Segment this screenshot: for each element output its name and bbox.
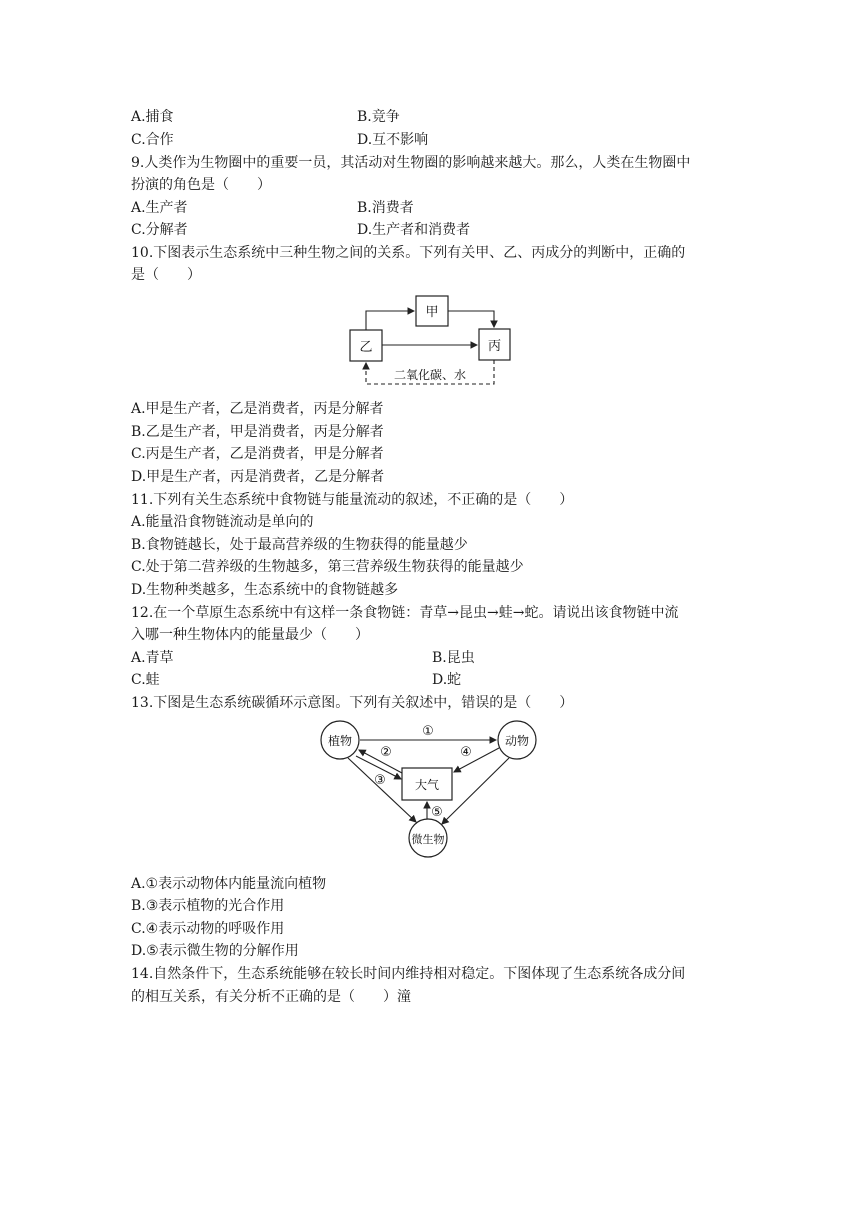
q10-option-c: C.丙是生产者，乙是消费者，甲是分解者: [131, 446, 384, 462]
q14-stem-line2: 的相互关系，有关分析不正确的是（ ）潼: [131, 989, 411, 1005]
q10-stem-line2: 是（ ）: [131, 267, 201, 283]
q9-option-b: B.消费者: [357, 200, 414, 216]
q12-stem-line2: 入哪一种生物体内的能量最少（ ）: [131, 627, 369, 643]
label-animal: 动物: [504, 734, 530, 748]
q9-option-d: D.生产者和消费者: [357, 222, 471, 238]
label-n2: ②: [380, 745, 392, 760]
q10-stem-line1: 10.下图表示生态系统中三种生物之间的关系。下列有关甲、乙、丙成分的判断中，正确的: [131, 245, 686, 261]
q8-option-c: C.合作: [131, 132, 174, 148]
q13-stem: 13.下图是生态系统碳循环示意图。下列有关叙述中，错误的是（ ）: [131, 695, 574, 711]
q13-option-a: A.①表示动物体内能量流向植物: [131, 876, 327, 892]
q10-option-b: B.乙是生产者，甲是消费者，丙是分解者: [131, 424, 384, 440]
q9-stem-line1: 9.人类作为生物圈中的重要一员，其活动对生物圈的影响越来越大。那么，人类在生物圈中: [131, 155, 691, 171]
q12-option-c: C.蛙: [131, 672, 160, 688]
label-n4: ④: [460, 745, 472, 760]
q12-option-d: D.蛇: [432, 672, 462, 688]
q14-stem-line1: 14.自然条件下，生态系统能够在较长时间内维持相对稳定。下图体现了生态系统各成分间: [131, 966, 686, 982]
label-atmosphere: 大气: [414, 778, 440, 792]
label-jia: 甲: [425, 305, 439, 320]
label-microbe: 微生物: [411, 833, 445, 846]
label-bing: 丙: [487, 339, 502, 354]
label-n5: ⑤: [431, 805, 443, 820]
q12-option-a: A.青草: [131, 650, 174, 666]
q9-stem-line2: 扮演的角色是（ ）: [131, 177, 271, 193]
q8-option-b: B.竞争: [357, 109, 400, 125]
label-n1: ①: [422, 724, 434, 739]
q11-option-b: B.食物链越长，处于最高营养级的生物获得的能量越少: [131, 537, 468, 553]
q13-option-c: C.④表示动物的呼吸作用: [131, 921, 285, 937]
q12-stem-line1: 12.在一个草原生态系统中有这样一条食物链：青草→昆虫→蛙→蛇。请说出该食物链中流: [131, 605, 679, 621]
arrow-yi-to-jia: [366, 311, 414, 330]
arrow-jia-to-bing: [448, 311, 494, 327]
q10-option-d: D.甲是生产者，丙是消费者，乙是分解者: [131, 469, 385, 485]
q11-stem: 11.下列有关生态系统中食物链与能量流动的叙述，不正确的是（ ）: [131, 492, 574, 508]
q8-option-d: D.互不影响: [357, 132, 429, 148]
q11-option-a: A.能量沿食物链流动是单向的: [131, 514, 314, 530]
q10-option-a: A.甲是生产者，乙是消费者，丙是分解者: [131, 401, 384, 417]
q9-option-c: C.分解者: [131, 222, 188, 238]
q13-diagram: [316, 718, 546, 858]
q13-option-b: B.③表示植物的光合作用: [131, 898, 285, 914]
q9-option-a: A.生产者: [131, 200, 188, 216]
q13-option-d: D.⑤表示微生物的分解作用: [131, 943, 299, 959]
label-n3: ③: [374, 773, 386, 788]
q8-option-a: A.捕食: [131, 109, 174, 125]
label-plant: 植物: [327, 734, 353, 748]
dashed-label: 二氧化碳、水: [393, 368, 467, 382]
q11-option-d: D.生物种类越多，生态系统中的食物链越多: [131, 582, 399, 598]
label-yi: 乙: [359, 340, 373, 355]
q11-option-c: C.处于第二营养级的生物越多，第三营养级生物获得的能量越少: [131, 559, 524, 575]
q10-diagram: [345, 292, 515, 392]
q12-option-b: B.昆虫: [432, 650, 475, 666]
